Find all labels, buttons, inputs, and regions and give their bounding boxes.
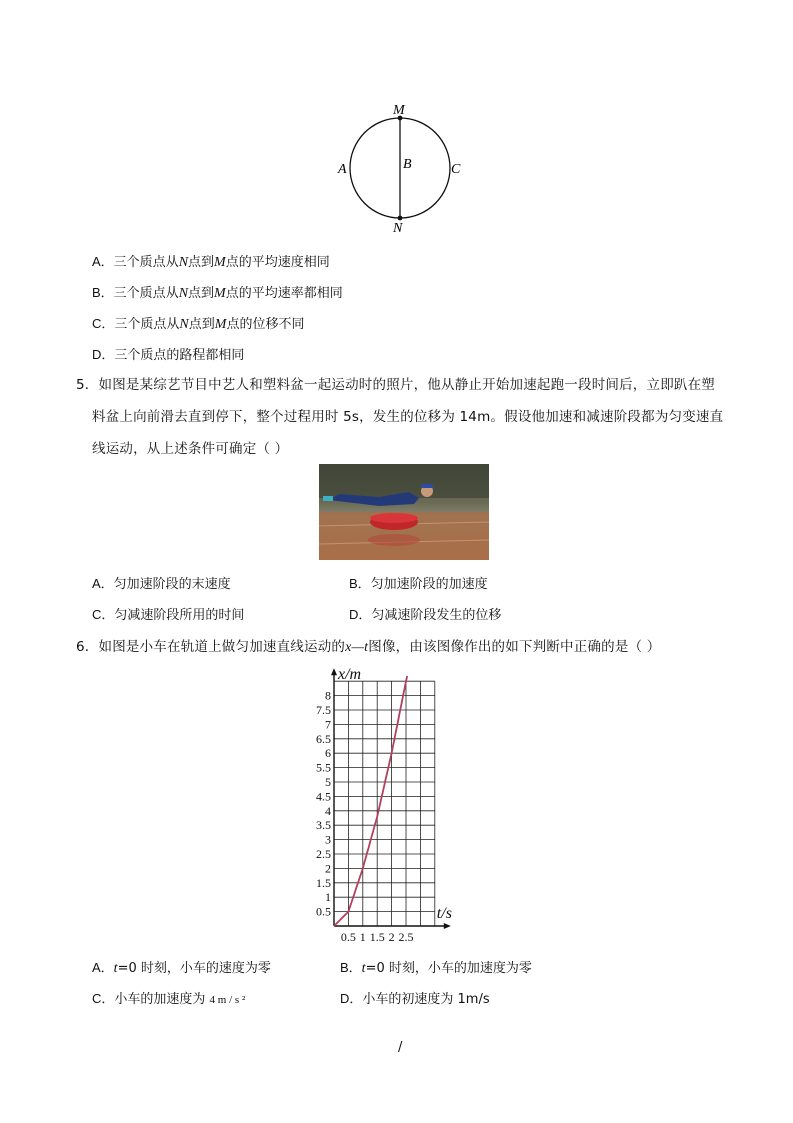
q4-option-a: A．三个质点从N点到M点的平均速度相同 <box>92 254 330 270</box>
q6-option-c: C．小车的加速度为 4 m / s ² <box>92 991 246 1007</box>
q6-stem: 6．如图是小车在轨道上做匀加速直线运动的x—t图像，由该图像作出的如下判断中正确的是（ ） <box>76 639 661 655</box>
circle-figure <box>330 100 470 235</box>
q6-option-a: A．t=0 时刻，小车的速度为零 <box>92 960 271 976</box>
x-tick-label: 2.5 <box>398 930 414 944</box>
q5-option-c: C．匀减速阶段所用的时间 <box>92 607 245 623</box>
q4-option-c: C．三个质点从N点到M点的位移不同 <box>92 316 305 332</box>
y-tick-label: 7.5 <box>316 703 331 717</box>
x-t-curve <box>334 676 407 926</box>
q6-option-d: D．小车的初速度为 1m/s <box>340 991 490 1007</box>
label-n: N <box>393 221 403 235</box>
xt-chart <box>310 664 510 944</box>
y-tick-label: 1.5 <box>316 875 331 890</box>
sled-photo <box>319 464 489 560</box>
y-tick-label: 2 <box>325 861 331 876</box>
y-tick-label: 4.5 <box>316 789 331 804</box>
y-tick-label: 8 <box>325 688 331 703</box>
y-axis-label: x/m <box>338 666 362 684</box>
q5-option-d: D．匀减速阶段发生的位移 <box>349 607 502 623</box>
q5-stem-line-2: 料盆上向前滑去直到停下，整个过程用时 5s，发生的位移为 14m。假设他加速和减速阶段都为匀变速直 <box>92 409 724 425</box>
acceleration-unit: 4 m / s ² <box>209 994 246 1006</box>
label-b: B <box>403 157 412 172</box>
q5-option-a: A．匀加速阶段的末速度 <box>92 576 231 592</box>
x-axis-arrow <box>444 923 451 929</box>
x-tick-label: 1.5 <box>369 930 385 944</box>
label-c: C <box>451 162 461 177</box>
q4-option-d: D．三个质点的路程都相同 <box>92 347 245 363</box>
q4-option-b: B．三个质点从N点到M点的平均速率都相同 <box>92 285 343 301</box>
x-axis-label: t/s <box>436 905 452 922</box>
x-tick-label: 1 <box>359 930 366 944</box>
y-tick-label: 0.5 <box>316 904 331 919</box>
y-tick-label: 5 <box>325 775 331 789</box>
label-m: M <box>393 103 405 118</box>
y-tick-label: 3 <box>325 832 331 847</box>
y-tick-label: 6 <box>325 746 331 761</box>
y-tick-label: 5.5 <box>316 760 331 775</box>
q6-option-b: B．t=0 时刻，小车的加速度为零 <box>340 960 532 976</box>
y-axis-arrow <box>331 668 337 675</box>
x-tick-label: 2 <box>388 930 395 944</box>
q5-option-b: B．匀加速阶段的加速度 <box>349 576 488 592</box>
y-tick-label: 1 <box>325 890 331 905</box>
page-mark: / <box>398 1040 403 1055</box>
y-tick-label: 3.5 <box>316 818 331 833</box>
q5-stem-line-3: 线运动，从上述条件可确定（ ） <box>92 441 289 457</box>
y-tick-label: 7 <box>325 717 331 732</box>
y-tick-label: 6.5 <box>316 731 331 746</box>
y-tick-label: 2.5 <box>316 847 331 861</box>
label-a: A <box>338 162 347 177</box>
x-tick-label: 0.5 <box>340 930 356 944</box>
q5-stem-line-1: 5．如图是某综艺节目中艺人和塑料盆一起运动时的照片，他从静止开始加速起跑一段时间后，立即趴在塑 <box>76 377 715 393</box>
y-tick-label: 4 <box>325 803 331 818</box>
